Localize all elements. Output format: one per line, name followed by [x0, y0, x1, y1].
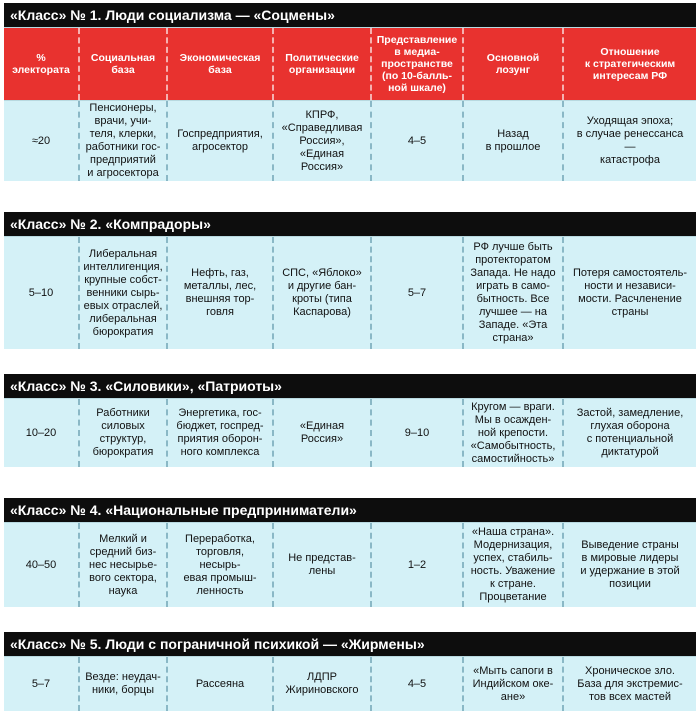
economic-base-cell: Переработка, торговля, несырь- евая промыш- ленность [168, 523, 274, 607]
class-title-5: «Класс» № 5. Люди с пограничной психикой — «Жирмены» [4, 632, 696, 656]
header-main-slogan: Основной лозунг [464, 28, 564, 100]
media-representation-cell: 4–5 [372, 101, 464, 181]
electorate-percent-cell: 5–7 [4, 657, 80, 711]
strategic-interests-cell: Уходящая эпоха; в случае ренессанса — катастрофа [564, 101, 696, 181]
table-row [4, 522, 696, 607]
media-representation-cell: 4–5 [372, 657, 464, 711]
social-base-cell: Пенсионеры, врачи, учи- теля, клерки, работники гос- предприятий и агросектора [80, 101, 168, 181]
header-strategic-interests: Отношение к стратегическим интересам РФ [564, 28, 696, 100]
political-organizations-cell: СПС, «Яблоко» и другие бан- кроты (типа Каспарова) [274, 237, 372, 349]
class-title-3: «Класс» № 3. «Силовики», «Патриоты» [4, 374, 696, 398]
electorate-percent-cell: ≈20 [4, 101, 80, 181]
header-political-organizations: Политические организации [274, 28, 372, 100]
table-row [4, 656, 696, 711]
social-base-cell: Везде: неудач- ники, борцы [80, 657, 168, 711]
media-representation-cell: 9–10 [372, 399, 464, 467]
table-row [4, 398, 696, 467]
economic-base-cell: Нефть, газ, металлы, лес, внешняя тор- говля [168, 237, 274, 349]
political-organizations-cell: Не представ- лены [274, 523, 372, 607]
class-block-1 [4, 3, 696, 181]
strategic-interests-cell: Выведение страны в мировые лидеры и удержание в этой позиции [564, 523, 696, 607]
header-electorate-percent: % электората [4, 28, 80, 100]
table-row [4, 100, 696, 181]
social-base-cell: Работники силовых структур, бюрократия [80, 399, 168, 467]
economic-base-cell: Энергетика, гос- бюджет, госпред- приятия оборон- ного комплекса [168, 399, 274, 467]
social-base-cell: Мелкий и средний биз- нес несырье- вого сектора, наука [80, 523, 168, 607]
political-organizations-cell: КПРФ, «Справедливая Россия», «Единая Россия» [274, 101, 372, 181]
header-row [4, 27, 696, 100]
class-block-5 [4, 632, 696, 711]
class-block-2 [4, 212, 696, 349]
political-organizations-cell: ЛДПР Жириновского [274, 657, 372, 711]
main-slogan-cell: РФ лучше быть протекторатом Запада. Не надо играть в само- бытность. Все лучшее — на Западе. «Эта страна» [464, 237, 564, 349]
media-representation-cell: 5–7 [372, 237, 464, 349]
class-block-3 [4, 374, 696, 467]
social-base-cell: Либеральная интеллигенция, крупные собст- венники сырь- евых отраслей, либеральная бюрократия [80, 237, 168, 349]
political-organizations-cell: «Единая Россия» [274, 399, 372, 467]
main-slogan-cell: «Наша страна». Модернизация, успех, стабиль- ность. Уважение к стране. Процветание [464, 523, 564, 607]
class-block-4 [4, 498, 696, 607]
class-title-4: «Класс» № 4. «Национальные предприниматели» [4, 498, 696, 522]
economic-base-cell: Рассеяна [168, 657, 274, 711]
class-title-2: «Класс» № 2. «Компрадоры» [4, 212, 696, 236]
media-representation-cell: 1–2 [372, 523, 464, 607]
economic-base-cell: Госпредприятия, агросектор [168, 101, 274, 181]
strategic-interests-cell: Хроническое зло. База для экстремис- тов всех мастей [564, 657, 696, 711]
main-slogan-cell: Назад в прошлое [464, 101, 564, 181]
header-media-representation: Представление в медиа- пространстве (по 10-балль- ной шкале) [372, 28, 464, 100]
header-economic-base: Экономическая база [168, 28, 274, 100]
table-row [4, 236, 696, 349]
main-slogan-cell: «Мыть сапоги в Индийском оке- ане» [464, 657, 564, 711]
electorate-percent-cell: 40–50 [4, 523, 80, 607]
main-slogan-cell: Кругом — враги. Мы в осажден- ной крепости. «Самобытность, самостийность» [464, 399, 564, 467]
strategic-interests-cell: Потеря самостоятель- ности и независи- мости. Расчленение страны [564, 237, 696, 349]
electorate-percent-cell: 10–20 [4, 399, 80, 467]
electorate-percent-cell: 5–10 [4, 237, 80, 349]
header-social-base: Социальная база [80, 28, 168, 100]
class-title-1: «Класс» № 1. Люди социализма — «Соцмены» [4, 3, 696, 27]
strategic-interests-cell: Застой, замедление, глухая оборона с потенциальной диктатурой [564, 399, 696, 467]
